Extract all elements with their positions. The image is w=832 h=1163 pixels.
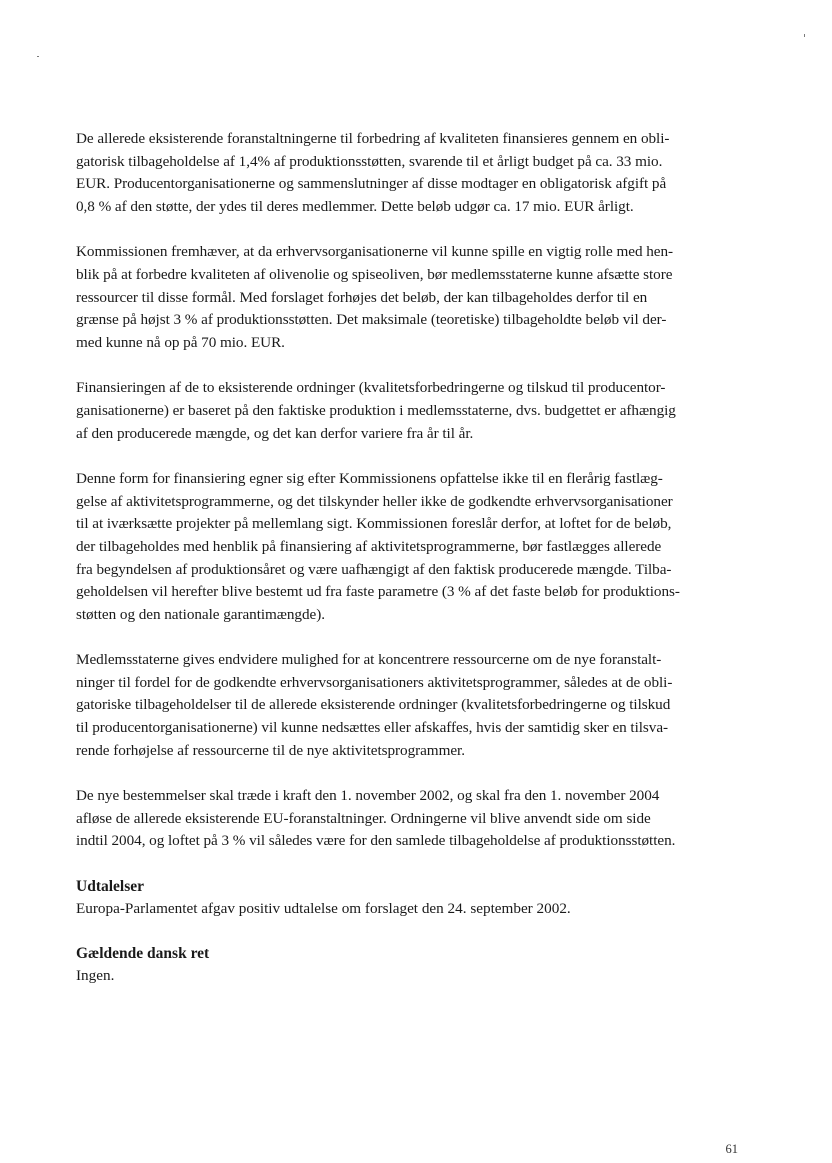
- text-line: Medlemsstaterne gives endvidere mulighed for at koncentrere ressourcerne om de nye foranstalt-: [76, 651, 662, 669]
- section-heading: Udtalelser: [76, 878, 145, 896]
- text-line: gatorisk tilbageholdelse af 1,4% af produktionsstøtten, svarende til et årligt budget på ca. 33 mio.: [76, 152, 663, 170]
- section-gaeldende-dansk-ret: [76, 943, 748, 987]
- paragraph-gap: [76, 445, 748, 468]
- text-line: indtil 2004, og loftet på 3 % vil således være for den samlede tilbageholdelse af produktionsstøtten.: [76, 832, 676, 850]
- paragraph-gap: [76, 853, 748, 876]
- text-line: Kommissionen fremhæver, at da erhvervsorganisationerne vil kunne spille en vigtig rolle med hen-: [76, 243, 674, 261]
- text-line: gatoriske tilbageholdelser til de allerede eksisterende ordninger (kvalitetsforbedringerne og tilskud: [76, 696, 671, 714]
- text-line: ressourcer til disse formål. Med forslaget forhøjes det beløb, der kan tilbageholdes derfor til en: [76, 288, 648, 306]
- paragraph-gap: [76, 218, 748, 241]
- text-line: til producentorganisationerne) vil kunne nedsættes eller afskaffes, hvis der samtidig sker en tilsva-: [76, 719, 669, 737]
- text-line: EUR. Producentorganisationerne og sammenslutninger af disse modtager en obligatorisk afgift på: [76, 175, 667, 193]
- text-line: med kunne nå op på 70 mio. EUR.: [76, 333, 285, 351]
- text-line: afløse de allerede eksisterende EU-foranstaltninger. Ordningerne vil blive anvendt side om side: [76, 809, 651, 827]
- text-line: af den producerede mængde, og det kan derfor variere fra år til år.: [76, 424, 474, 442]
- text-line: rende forhøjelse af ressourcerne til de nye aktivitetsprogrammer.: [76, 741, 465, 759]
- paragraph-financing-form: [76, 468, 748, 626]
- paragraph-commission-emphasis: [76, 241, 748, 354]
- paragraph-existing-schemes: [76, 377, 748, 445]
- document-body: [76, 128, 748, 987]
- section-heading: Gældende dansk ret: [76, 945, 210, 963]
- text-line: De nye bestemmelser skal træde i kraft den 1. november 2002, og skal fra den 1. november 2004: [76, 787, 660, 805]
- text-line: Finansieringen af de to eksisterende ordninger (kvalitetsforbedringerne og tilskud til producentor-: [76, 379, 666, 397]
- text-line: til at iværksætte projekter på mellemlang sigt. Kommissionen foreslår derfor, at loftet for de beløb,: [76, 515, 672, 533]
- paragraph-new-provisions: [76, 785, 748, 853]
- paragraph-member-states: [76, 649, 748, 762]
- section-text: Europa-Parlamentet afgav positiv udtalelse om forslaget den 24. september 2002.: [76, 900, 571, 918]
- text-line: fra begyndelsen af produktionsåret og være uafhængigt af den faktisk producerede mængde. Tilba-: [76, 560, 672, 578]
- scan-speck: [37, 56, 39, 57]
- paragraph-quality-financing: [76, 128, 748, 218]
- text-line: gelse af aktivitetsprogrammerne, og det tilskynder heller ikke de godkendte erhvervsorganisationer: [76, 492, 673, 510]
- text-line: 0,8 % af den støtte, der ydes til deres medlemmer. Dette beløb udgør ca. 17 mio. EUR årligt.: [76, 197, 634, 215]
- text-line: ganisationerne) er baseret på den faktiske produktion i medlemsstaterne, dvs. budgettet er afhængig: [76, 401, 676, 419]
- text-line: der tilbageholdes med henblik på finansiering af aktivitetsprogrammerne, bør fastlægges allerede: [76, 537, 662, 555]
- text-line: grænse på højst 3 % af produktionsstøtten. Det maksimale (teoretiske) tilbageholdte beløb vil der-: [76, 311, 667, 329]
- text-line: støtten og den nationale garantimængde).: [76, 605, 325, 623]
- text-line: Denne form for finansiering egner sig efter Kommissionens opfattelse ikke til en flerårig fastlæg-: [76, 470, 663, 488]
- paragraph-gap: [76, 626, 748, 649]
- scan-speck: [804, 34, 805, 37]
- text-line: blik på at forbedre kvaliteten af olivenolie og spiseoliven, bør medlemsstaterne kunne afsætte store: [76, 265, 673, 283]
- text-line: geholdelsen vil herefter blive bestemt ud fra faste parametre (3 % af det faste beløb for produktions-: [76, 583, 680, 601]
- paragraph-gap: [76, 354, 748, 377]
- text-line: ninger til fordel for de godkendte erhvervsorganisationers aktivitetsprogrammer, således at de obli-: [76, 673, 673, 691]
- text-line: De allerede eksisterende foranstaltningerne til forbedring af kvaliteten finansieres gennem en obli-: [76, 130, 670, 147]
- section-text: Ingen.: [76, 967, 115, 985]
- section-udtalelser: [76, 876, 748, 920]
- paragraph-gap: [76, 920, 748, 943]
- paragraph-gap: [76, 762, 748, 785]
- page-number: 61: [725, 1142, 738, 1156]
